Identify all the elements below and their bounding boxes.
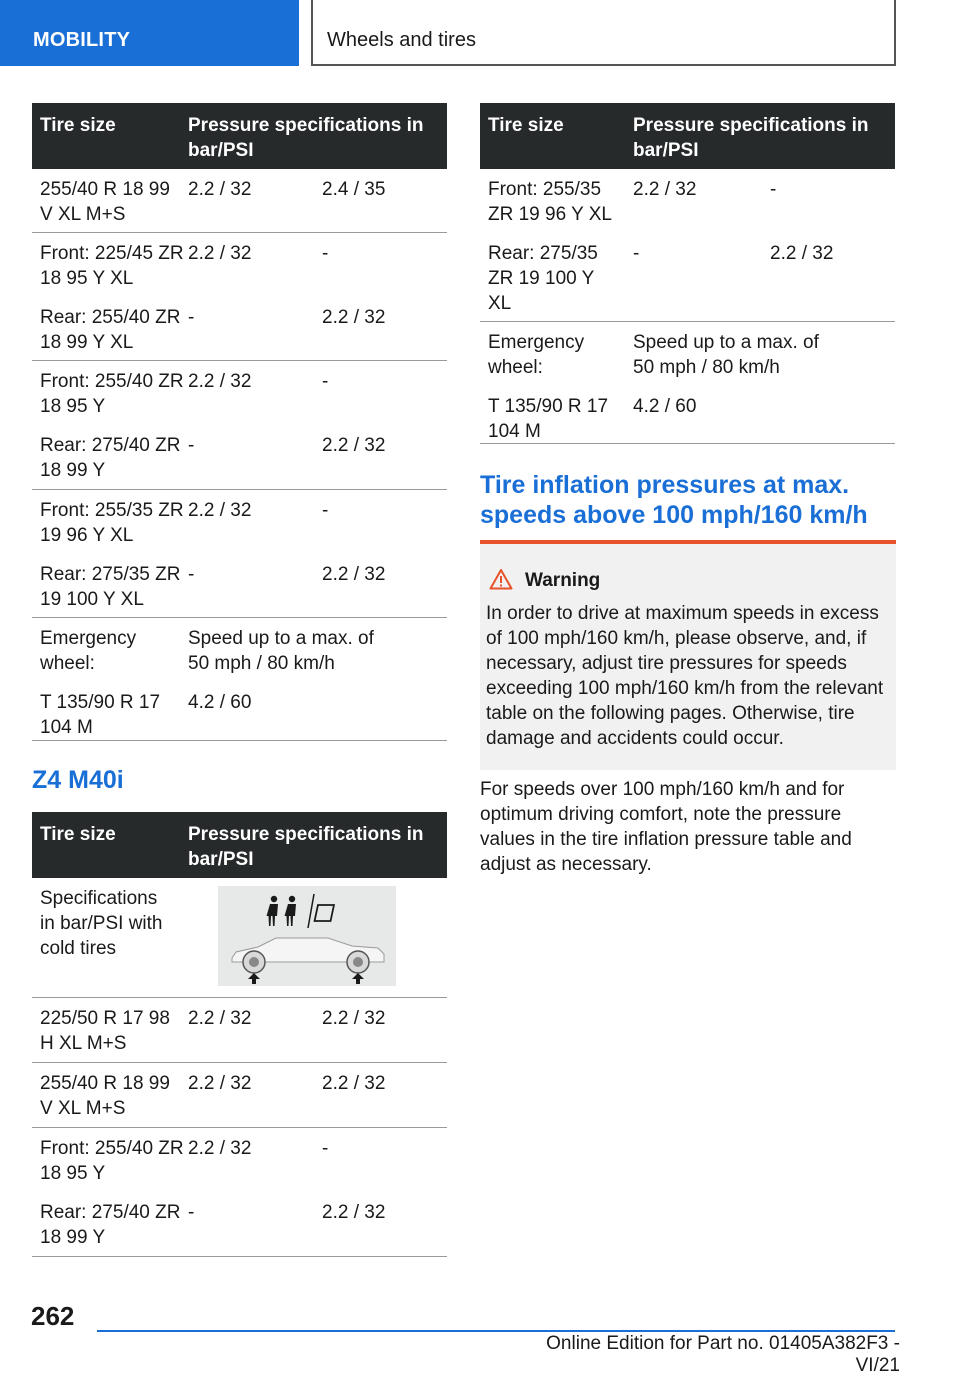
section-heading-max-speeds: Tire inflation pressures at max. speeds above 100 mph/160 km/h bbox=[480, 471, 868, 529]
cell-pressure-2: - bbox=[322, 1138, 329, 1159]
cell-tire-size: Emergency wheel: bbox=[488, 332, 585, 378]
table-row-group bbox=[480, 169, 895, 322]
tire-pressure-table-right bbox=[480, 103, 895, 444]
cell-pressure-2: - bbox=[322, 243, 329, 264]
table-header bbox=[480, 103, 895, 169]
page-number: 262 bbox=[31, 1301, 75, 1331]
tire-pressure-table-left-bottom bbox=[32, 812, 447, 1257]
car-load-icon bbox=[218, 886, 396, 986]
cell-pressure-1: 2.2 / 32 bbox=[188, 1138, 252, 1159]
warning-triangle-icon bbox=[489, 568, 513, 590]
table-row bbox=[32, 498, 447, 548]
table-row-group bbox=[32, 618, 447, 741]
table-row bbox=[32, 626, 447, 676]
cell-pressure-2: - bbox=[322, 371, 329, 392]
table-row-group bbox=[32, 361, 447, 490]
cell-pressure-2: 2.4 / 35 bbox=[322, 179, 386, 200]
cell-tire-size: T 135/90 R 17 104 M bbox=[40, 692, 161, 738]
cell-tire-size: Front: 255/40 ZR 18 95 Y bbox=[40, 371, 184, 417]
cell-tire-size: Front: 255/35 ZR 19 96 Y XL bbox=[488, 179, 612, 225]
cell-speed-limit: Speed up to a max. of 50 mph / 80 km/h bbox=[188, 628, 374, 674]
cell-pressure-1: - bbox=[188, 564, 195, 585]
load-condition-pictogram bbox=[218, 886, 396, 986]
table-row-group bbox=[32, 878, 447, 998]
cell-pressure-2: 2.2 / 32 bbox=[322, 1073, 386, 1094]
cell-tire-size: Front: 255/35 ZR 19 96 Y XL bbox=[40, 500, 184, 546]
cell-pressure-1: 2.2 / 32 bbox=[188, 500, 252, 521]
section-tab bbox=[0, 0, 299, 66]
cell-speed-limit: Speed up to a max. of 50 mph / 80 km/h bbox=[633, 332, 819, 378]
cell-pressure-1: 2.2 / 32 bbox=[188, 1073, 252, 1094]
cell-pressure-1: 2.2 / 32 bbox=[633, 179, 697, 200]
chapter-title-box bbox=[311, 0, 896, 66]
cell-tire-size: 255/40 R 18 99 V XL M+S bbox=[40, 1073, 170, 1119]
table-row-group bbox=[32, 490, 447, 618]
cell-tire-size: Rear: 275/40 ZR 18 99 Y bbox=[40, 435, 181, 481]
table-header bbox=[32, 103, 447, 169]
section-heading-m40i: Z4 M40i bbox=[32, 766, 124, 794]
table-row-group bbox=[32, 1128, 447, 1257]
table-row bbox=[32, 241, 447, 291]
edition-note: Online Edition for Part no. 01405A382F3 - VI/21 bbox=[546, 1333, 900, 1376]
cell-pressure-2: 2.2 / 32 bbox=[322, 307, 386, 328]
cell-pressure-2: 2.2 / 32 bbox=[322, 1008, 386, 1029]
cell-pressure-2: 2.2 / 32 bbox=[322, 564, 386, 585]
chapter-title: Wheels and tires bbox=[327, 29, 476, 51]
col-pressure-header: Pressure specifications in bar/PSI bbox=[633, 115, 869, 161]
col-tire-size-header: Tire size bbox=[40, 115, 116, 136]
cell-pressure-1: 2.2 / 32 bbox=[188, 1008, 252, 1029]
table-row-group bbox=[32, 998, 447, 1063]
cell-pressure-1: 2.2 / 32 bbox=[188, 243, 252, 264]
cell-tire-size: Rear: 275/35 ZR 19 100 Y XL bbox=[488, 243, 598, 314]
cell-tire-size: T 135/90 R 17 104 M bbox=[488, 396, 609, 442]
cell-pressure-2: 2.2 / 32 bbox=[322, 435, 386, 456]
cell-tire-size: Rear: 275/40 ZR 18 99 Y bbox=[40, 1202, 181, 1248]
cell-pressure-1: 4.2 / 60 bbox=[188, 692, 252, 713]
cell-pressure-1: 2.2 / 32 bbox=[188, 371, 252, 392]
cell-pressure-2: - bbox=[770, 179, 777, 200]
cell-pressure-2: 2.2 / 32 bbox=[770, 243, 834, 264]
table-row-group bbox=[480, 322, 895, 444]
section-label: MOBILITY bbox=[33, 29, 131, 51]
cell-tire-size: Rear: 255/40 ZR 18 99 Y XL bbox=[40, 307, 181, 353]
cell-pressure-1: - bbox=[188, 435, 195, 456]
table-row bbox=[480, 330, 895, 380]
cell-pressure-1: 2.2 / 32 bbox=[188, 179, 252, 200]
table-row bbox=[480, 177, 895, 227]
tire-pressure-table-left-top bbox=[32, 103, 447, 741]
table-row-group bbox=[32, 1063, 447, 1128]
col-pressure-header: Pressure specifications in bar/PSI bbox=[188, 115, 424, 161]
cell-pressure-1: 4.2 / 60 bbox=[633, 396, 697, 417]
warning-text: In order to drive at maximum speeds in excess of 100 mph/160 km/h, please observe, and, if necessary, adjust tire pressures for speeds exceeding 100 mph/160 km/h from the relevant table on the following pages. Otherwise, tire damage and accidents could occur. bbox=[486, 603, 884, 749]
warning-box bbox=[480, 540, 896, 770]
cell-pressure-1: - bbox=[188, 1202, 195, 1223]
cell-spec-label: Specifications in bar/PSI with cold tires bbox=[40, 888, 163, 959]
cell-tire-size: Front: 225/45 ZR 18 95 Y XL bbox=[40, 243, 184, 289]
cell-tire-size: 255/40 R 18 99 V XL M+S bbox=[40, 179, 170, 225]
table-row bbox=[32, 369, 447, 419]
warning-title: Warning bbox=[525, 570, 601, 591]
cell-pressure-2: 2.2 / 32 bbox=[322, 1202, 386, 1223]
cell-tire-size: Front: 255/40 ZR 18 95 Y bbox=[40, 1138, 184, 1184]
cell-pressure-1: - bbox=[633, 243, 640, 264]
body-paragraph: For speeds over 100 mph/160 km/h and for optimum driving comfort, note the pressure values in the tire inflation pressure table and adjust as necessary. bbox=[480, 779, 852, 875]
col-tire-size-header: Tire size bbox=[488, 115, 564, 136]
cell-tire-size: Emergency wheel: bbox=[40, 628, 137, 674]
cell-tire-size: 225/50 R 17 98 H XL M+S bbox=[40, 1008, 170, 1054]
cell-pressure-1: - bbox=[188, 307, 195, 328]
footer-rule bbox=[97, 1330, 895, 1332]
table-row bbox=[32, 1136, 447, 1186]
table-row-group bbox=[32, 169, 447, 233]
table-row-group bbox=[32, 233, 447, 361]
table-header bbox=[32, 812, 447, 878]
col-tire-size-header: Tire size bbox=[40, 824, 116, 845]
cell-pressure-2: - bbox=[322, 500, 329, 521]
col-pressure-header: Pressure specifications in bar/PSI bbox=[188, 824, 424, 870]
cell-tire-size: Rear: 275/35 ZR 19 100 Y XL bbox=[40, 564, 181, 610]
